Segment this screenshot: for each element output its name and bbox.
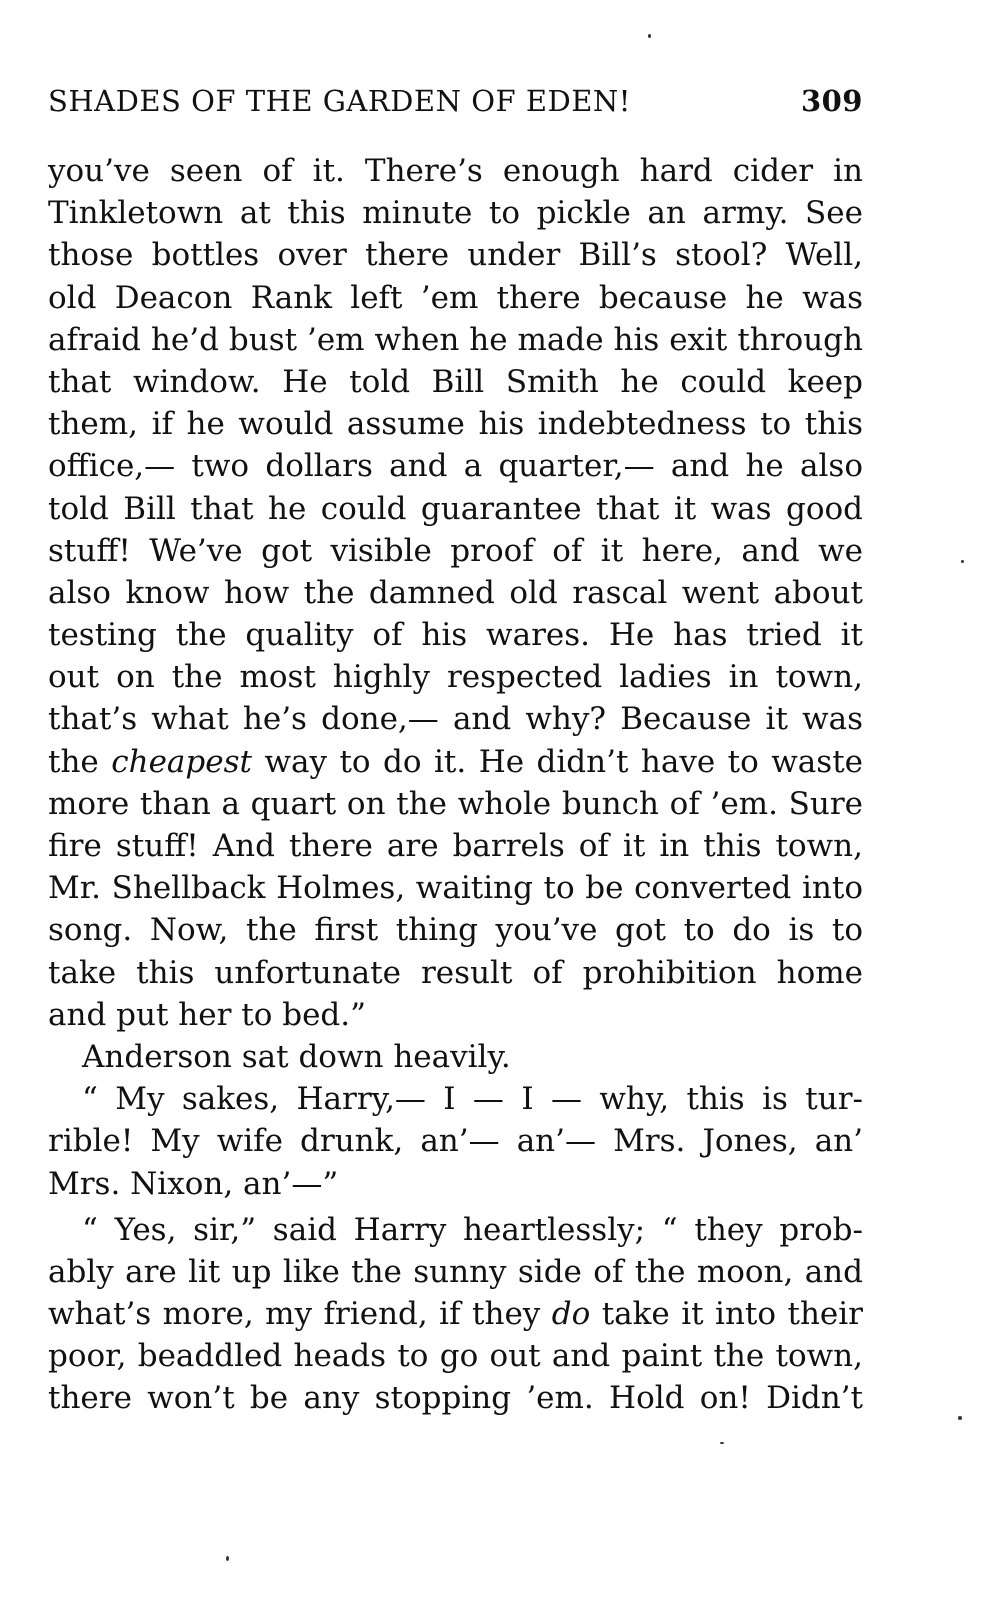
- text-run: Mrs. Nixon, an’—”: [48, 1165, 339, 1202]
- text-run: ably are lit up like the sunny side of the moon, and: [48, 1253, 863, 1290]
- text-line-5: [48, 319, 863, 361]
- text-run: that window. He told Bill Smith he could keep: [48, 363, 863, 400]
- text-line-9: [48, 488, 863, 530]
- text-run: song. Now, the first thing you’ve got to do is to: [48, 912, 863, 949]
- text-line-23: [48, 1078, 863, 1120]
- text-line-28: [48, 1293, 863, 1335]
- text-run: there won’t be any stopping ’em. Hold on! Didn’t: [48, 1380, 863, 1417]
- text-line-12: [48, 614, 863, 656]
- text-line-21: [48, 994, 863, 1036]
- scan-speck: [226, 1556, 229, 1561]
- text-line-24: [48, 1120, 863, 1162]
- text-line-10: [48, 530, 863, 572]
- text-line-2: [48, 192, 863, 234]
- text-run: stuff! We’ve got visible proof of it here, and we: [48, 532, 863, 569]
- text-run: those bottles over there under Bill’s stool? Well,: [48, 237, 863, 274]
- text-line-6: [48, 361, 863, 403]
- text-run: what’s more, my friend, if they: [48, 1296, 552, 1333]
- text-line-13: [48, 656, 863, 698]
- text-line-22: [48, 1036, 863, 1078]
- text-line-16: [48, 783, 863, 825]
- scan-speck: [720, 1442, 724, 1444]
- text-run: Tinkletown at this minute to pickle an army. See: [48, 195, 863, 232]
- text-line-26: [48, 1209, 863, 1251]
- text-run: and put her to bed.”: [48, 996, 366, 1033]
- text-line-3: [48, 234, 863, 276]
- body-text: [48, 150, 863, 1420]
- text-run: “ Yes, sir,” said Harry heartlessly; “ they prob-: [82, 1211, 863, 1248]
- text-run: told Bill that he could guarantee that it was good: [48, 490, 863, 527]
- text-run: the: [48, 743, 112, 780]
- italic-emphasis: do: [551, 1296, 591, 1333]
- text-line-14: [48, 698, 863, 740]
- text-line-8: [48, 445, 863, 487]
- text-run: more than a quart on the whole bunch of ’em. Sure: [48, 785, 863, 822]
- text-run: rible! My wife drunk, an’— an’— Mrs. Jones, an’: [48, 1123, 863, 1160]
- scan-speck: [958, 1416, 962, 1420]
- text-run: out on the most highly respected ladies in town,: [48, 659, 863, 696]
- text-run: afraid he’d bust ’em when he made his exit through: [48, 321, 863, 358]
- text-line-25: [48, 1163, 863, 1205]
- text-line-29: [48, 1335, 863, 1377]
- text-line-18: [48, 867, 863, 909]
- text-line-27: [48, 1251, 863, 1293]
- text-line-4: [48, 277, 863, 319]
- text-run: old Deacon Rank left ’em there because he was: [48, 279, 863, 316]
- text-run: them, if he would assume his indebtedness to this: [48, 406, 863, 443]
- text-run: that’s what he’s done,— and why? Because it was: [48, 701, 863, 738]
- text-run: “ My sakes, Harry,— I — I — why, this is tur-: [82, 1081, 863, 1118]
- text-line-20: [48, 952, 863, 994]
- text-run: Anderson sat down heavily.: [82, 1038, 511, 1075]
- chapter-title: SHADES OF THE GARDEN OF EDEN!: [48, 84, 631, 118]
- text-line-30: [48, 1377, 863, 1419]
- italic-emphasis: cheapest: [111, 743, 252, 780]
- text-run: take this unfortunate result of prohibition home: [48, 954, 863, 991]
- text-line-15: [48, 741, 863, 783]
- text-run: poor, beaddled heads to go out and paint the town,: [48, 1338, 863, 1375]
- text-run: testing the quality of his wares. He has tried it: [48, 617, 863, 654]
- text-line-11: [48, 572, 863, 614]
- scan-speck: [648, 34, 651, 38]
- text-run: office,— two dollars and a quarter,— and he also: [48, 448, 863, 485]
- text-line-7: [48, 403, 863, 445]
- text-run: take it into their: [590, 1296, 863, 1333]
- text-run: way to do it. He didn’t have to waste: [251, 743, 863, 780]
- text-run: also know how the damned old rascal went about: [48, 574, 863, 611]
- text-line-17: [48, 825, 863, 867]
- text-line-19: [48, 909, 863, 951]
- running-head: [48, 84, 863, 128]
- text-line-1: [48, 150, 863, 192]
- text-run: fire stuff! And there are barrels of it in this town,: [48, 828, 863, 864]
- text-run: Mr. Shellback Holmes, waiting to be converted into: [48, 870, 863, 907]
- scan-speck: [961, 560, 964, 563]
- text-run: you’ve seen of it. There’s enough hard cider in: [48, 153, 863, 189]
- page-number: 309: [800, 84, 863, 118]
